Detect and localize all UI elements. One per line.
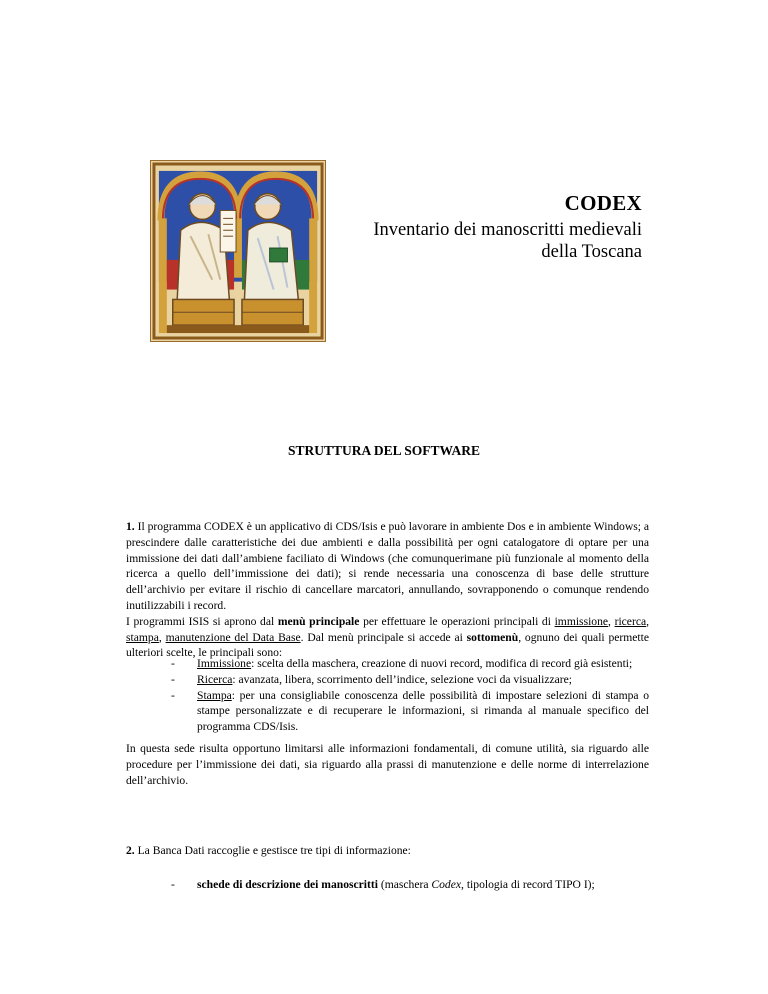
paragraph-2 [126,843,649,859]
info-type-list [171,877,649,893]
section-heading: STRUTTURA DEL SOFTWARE [287,443,481,458]
document-subtitle [373,219,642,263]
paragraph-1-text-d: . Dal menù principale si accede ai [300,630,467,644]
list-item [171,656,649,672]
list-item-desc: : per una consigliabile conoscenza delle possibilità di impostare selezioni di stampa o stampe personalizzate e di recuperare le informazioni, si rimanda al manuale specifico del programma CDS/Isis. [197,688,649,734]
paragraph-2-text: La Banca Dati raccoglie e gestisce tre tipi di informazione: [134,844,411,857]
paragraph-2-number: 2. [126,844,135,857]
stampa-term: stampa [126,630,159,644]
list-item-text: , tipologia di record TIPO I); [461,878,595,891]
list-item [171,688,649,735]
sottomenu-term: sottomenù [466,630,519,644]
list-item-text: (maschera [377,878,432,891]
manutenzione-term: manutenzione del Data Base [165,630,301,644]
list-item [171,877,649,893]
manuscript-illumination-image [150,160,326,342]
paragraph-1-text-b: I programmi ISIS si aprono dal [126,614,278,628]
list-dash: - [171,657,175,670]
list-item-term: Immissione [197,657,252,670]
list-dash: - [171,878,175,891]
menu-principale-term: menù principale [277,614,360,628]
document-title: CODEX [564,191,642,215]
separator: , [608,614,615,628]
paragraph-1-text-e: , ognuno dei quali permette ulteriori scelte, le principali sono: [126,630,650,660]
context-paragraph: In questa sede risulta opportuno limitarsi alle informazioni fondamentali, di comune utilità, sia riguardo alle procedure per l’immissione dei dati, sia riguardo alla prassi di manutenzione e delle norme di interrelazione dell’archivio. [126,742,649,787]
paragraph-1 [126,519,649,661]
subtitle-line-2: della Toscana [541,242,642,262]
list-dash: - [171,688,175,702]
separator: , [158,630,166,644]
list-item-bold: schede di descrizione dei manoscritti [197,878,378,891]
subtitle-line-1: Inventario dei manoscritti medievali [373,220,642,240]
paragraph-1-text: Il programma CODEX è un applicativo di CDS/Isis e può lavorare in ambiente Dos e in ambiente Windows; a prescindere dalle caratteristiche dei due ambienti e dalla possibilità per ogni catalogatore di optare per una immissione dei dati dall’ambiene faciliato di Windows (che comunquerimane più funzionale al momento della ricerca a quello dell’immissione dei dati); si rende necessaria una conoscenza di base delle strutture dell’archivio per evitare il rischio di cancellare marcatori, annullando, sovrapponendo o comunque rendendo inutilizzabili i record. [126,520,649,612]
list-item-desc: : avanzata, libera, scorrimento dell’indice, selezione voci da visualizzare; [232,672,573,686]
list-item-term: Stampa [197,688,232,702]
separator: , [646,614,650,628]
submenu-list [171,656,649,735]
paragraph-1-text-c: per effettuare le operazioni principali di [359,614,555,628]
list-dash: - [171,672,175,686]
immissione-term: immissione [554,614,609,628]
list-item-desc: : scelta della maschera, creazione di nuovi record, modifica di record già esistenti; [251,657,633,670]
paragraph-1-number: 1. [126,520,135,533]
list-item [171,672,649,688]
ricerca-term: ricerca [614,614,647,628]
list-item-italic: Codex [431,878,462,891]
list-item-term: Ricerca [197,672,233,686]
